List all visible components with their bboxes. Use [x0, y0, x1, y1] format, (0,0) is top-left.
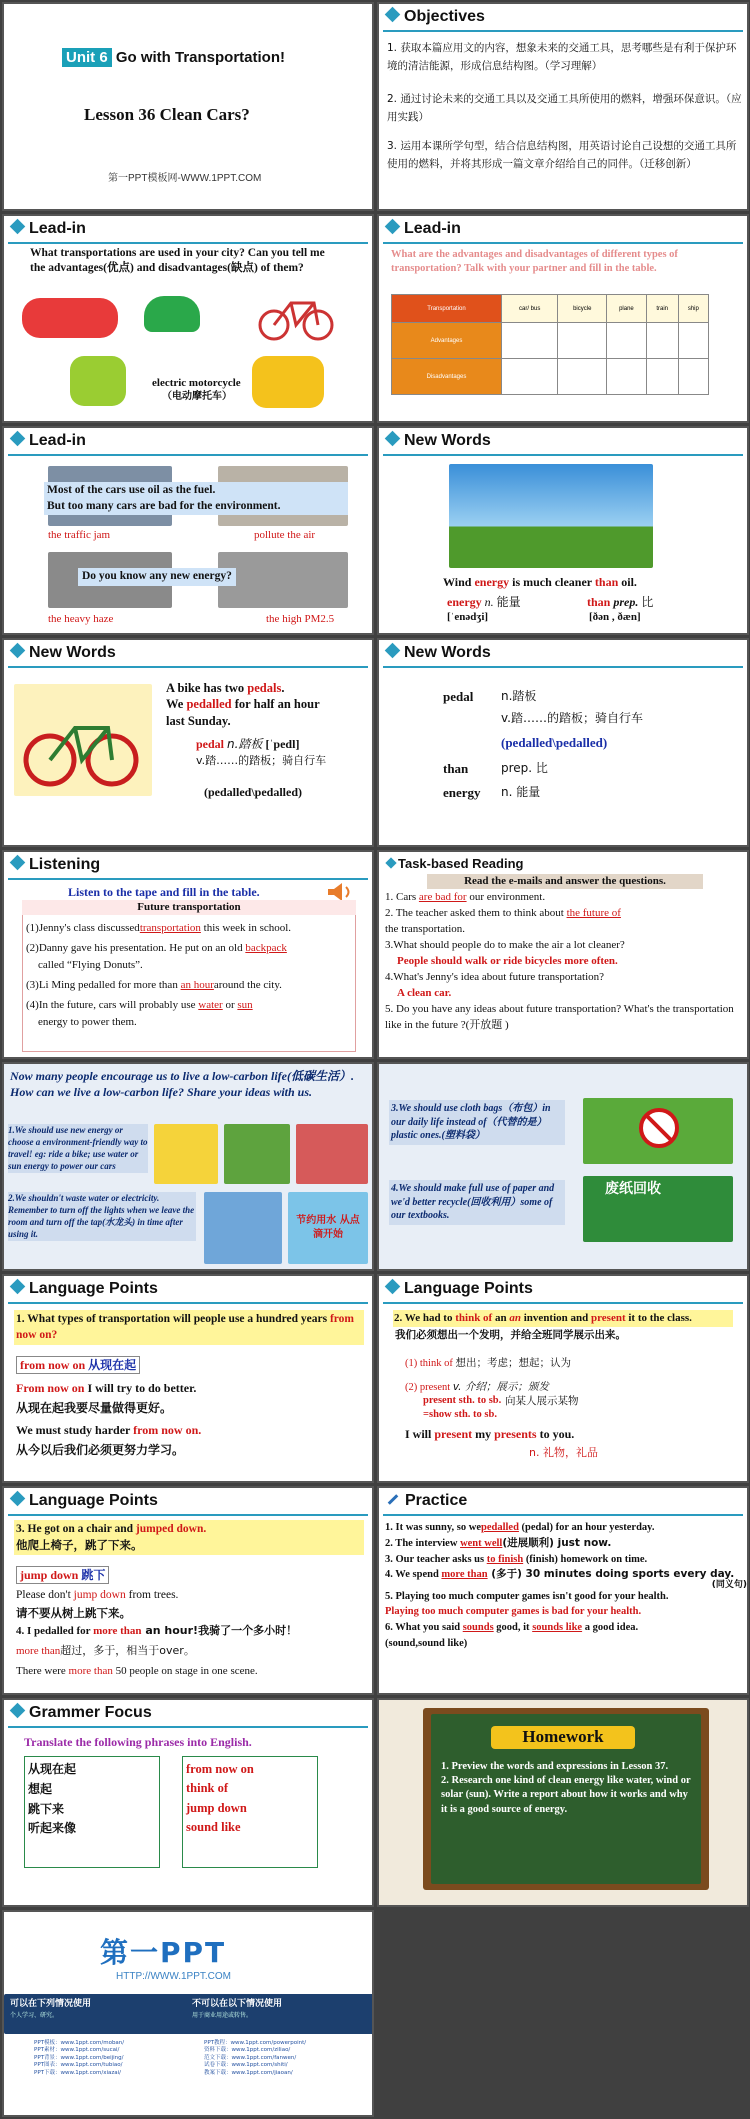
english-phrases: from now on think of jump down sound like: [186, 1762, 254, 1835]
phonetic-energy: [ˈenədʒi]: [447, 611, 489, 623]
slide-language-1: [2, 1274, 374, 1483]
pencil-icon: [388, 1494, 399, 1505]
diamond-icon: [385, 1279, 401, 1295]
phrase-tag: jump down 跳下: [16, 1566, 109, 1584]
listen-instruction: Listen to the tape and fill in the table.: [68, 885, 260, 899]
forbidden-desc: 用于商业用途或转售。: [192, 2012, 253, 2019]
diamond-icon: [10, 1279, 26, 1295]
slide-heading: Listening: [29, 856, 101, 873]
unit-title: Go with Transportation!: [115, 49, 286, 66]
slide-task-reading: [377, 850, 749, 1059]
diamond-icon: [385, 7, 401, 23]
table-header: bicycle: [558, 295, 607, 323]
energy-def: n. 能量: [501, 785, 541, 799]
forbidden-title: 不可以在以下情况使用: [192, 1999, 283, 2009]
diamond-icon: [385, 219, 401, 235]
slide-heading: Language Points: [29, 1492, 158, 1509]
slide-heading: Lead-in: [29, 220, 86, 237]
slide-newwords-2: [2, 638, 374, 847]
bicycle-icon: [20, 710, 140, 790]
footer-text: 第一PPT模板网-WWW.1PPT.COM: [108, 173, 262, 184]
link-list-right[interactable]: PPT教程：www.1ppt.com/powerpoint/ 资料下载：www.1ppt.com/ziliao/ 范文下载：www.1ppt.com/fanwen/ 试卷下载：www.1ppt.com/shiti/ 教案下载：www.1ppt.com/jiaoan/: [204, 2040, 307, 2076]
diamond-icon: [385, 857, 396, 868]
idea-1: 1.We should use new energy or choose a environment-friendly way to travel! eg: ride a bike; use water or sun energy to power our cars: [8, 1125, 148, 1172]
caption-haze: the heavy haze: [48, 613, 114, 625]
recycle-paper-text: 废纸回收: [605, 1181, 661, 1197]
statement-2: But too many cars are bad for the environment.: [47, 499, 281, 512]
example-3: There were more than 50 people on stage in one scene.: [16, 1665, 258, 1677]
allowed-desc: 个人学习、研究。: [10, 2012, 59, 2019]
car-image: [144, 296, 200, 332]
slide-heading: New Words: [29, 644, 116, 661]
pm25-image: [218, 552, 348, 608]
example-1: Please don't jump down from trees.: [16, 1589, 179, 1601]
listening-items: (1)Jenny's class discussedtransportation this week in school. (2)Danny gave his presentation. He put on an old backpack called “Flying Donuts”. (3)Li Ming pedalled for more than an houraround the city. (4)In the future, cars will probably use water or sun energy to power them.: [26, 922, 292, 1029]
water-poster-text: 节约用水 从点滴开始: [296, 1215, 360, 1240]
slide-leadin-3: [2, 426, 374, 635]
reading-instruction: Read the e-mails and answer the questions.: [427, 874, 703, 889]
reading-questions: 1. Cars are bad for our environment. 2. The teacher asked them to think about the future of the transportation. 3.What should people do to make the air a lot cleaner? People should walk or ride bicycles more often. 4.What's Jenny's idea about future transportation? A clean car. 5. Do you have any ideas about future transportation? What's the transportation like in the future ?(开放题 ): [385, 891, 734, 1031]
pedal-noun: n.踏板: [501, 689, 537, 703]
example-sentence: Wind energy is much cleaner than oil.: [443, 575, 637, 589]
logo-text: 第一PPT: [100, 1936, 227, 1969]
divider: [8, 1726, 368, 1728]
slide-heading: Task-based Reading: [398, 856, 524, 871]
slide-lowcarbon-2: [377, 1062, 749, 1271]
diamond-icon: [10, 1703, 26, 1719]
table-header: train: [646, 295, 678, 323]
idea-3: 3.We should use cloth bags（布包）in our daily life instead of（代替的是）plastic ones.(塑料袋）: [389, 1100, 565, 1145]
key-sentence: 1. What types of transportation will people use a hundred years from now on?: [14, 1310, 364, 1345]
divider: [383, 242, 743, 244]
bus-image: [224, 1124, 290, 1184]
adv-table: [391, 294, 709, 395]
slide-language-3: [2, 1486, 374, 1695]
pedal-forms: (pedalled\pedalled): [501, 735, 608, 750]
link-list-left[interactable]: PPT模板：www.1ppt.com/moban/ PPT素材：www.1ppt.com/sucai/ PPT背景：www.1ppt.com/beijing/ PPT图表：www.1ppt.com/tubiao/ PPT下载：www.1ppt.com/xiazai/: [34, 2040, 125, 2076]
key-sentence-cn: 我们必须想出一个发明，并给全班同学展示出来。: [395, 1329, 626, 1341]
example-2-cn: 从今以后我们必须更努力学习。: [16, 1443, 185, 1457]
objective-1: 1. 获取本篇应用文的内容，想象未来的交通工具，思考哪些是有利于保护环境的清洁能源，形成信息结构图。（学习理解）: [387, 42, 737, 72]
think-of-def: (1) think of 想出；考虑；想起；认为: [405, 1357, 571, 1369]
example-1-cn: 请不要从树上跳下来。: [16, 1606, 131, 1620]
slide-practice: [377, 1486, 749, 1695]
table-header: car/ bus: [502, 295, 558, 323]
word-pedal: pedal n.踏板 [ˈpedl]: [196, 737, 300, 751]
unit-badge: Unit 6: [62, 48, 112, 67]
slide-homework: [377, 1698, 749, 1907]
slide-heading: Practice: [405, 1492, 468, 1509]
divider: [383, 1514, 743, 1516]
diamond-icon: [385, 431, 401, 447]
present-pattern: present sth. to sb.: [423, 1395, 502, 1406]
key-sentence: 2. We had to think of an an invention and present it to the class.: [393, 1310, 733, 1327]
slide-heading: Lead-in: [404, 220, 461, 237]
word-energy: energy: [443, 785, 481, 800]
caption-cn: （电动摩托车）: [162, 391, 232, 402]
caption-pollute: pollute the air: [254, 529, 316, 541]
divider: [8, 1514, 368, 1516]
present-def: (2) present v. 介绍；展示；颁发: [405, 1381, 549, 1393]
divider: [383, 30, 743, 32]
divider: [383, 666, 743, 668]
homework-items: 1. Preview the words and expressions in Lesson 37. 2. Research one kind of clean energy like water, wind or solar (sun). Write a report about how it works and why it is a good source of energy.: [441, 1761, 691, 1815]
example-sentences: A bike has two pedals. We pedalled for half an hour last Sunday.: [166, 681, 320, 728]
homework-title: Homework: [491, 1726, 635, 1749]
electric-motorcycle-image: [70, 356, 126, 406]
word-than: than prep. 比: [587, 595, 654, 609]
slide-grammar-focus: [2, 1698, 374, 1907]
slide-heading: New Words: [404, 432, 491, 449]
divider: [383, 454, 743, 456]
slide-heading: Lead-in: [29, 432, 86, 449]
slide-leadin-2: [377, 214, 749, 423]
grammar-instruction: Translate the following phrases into English.: [24, 1735, 252, 1749]
key-sentence: 3. He got on a chair and jumped down. 他爬上椅子，跳了下来。: [14, 1520, 364, 1555]
slide-heading: Grammer Focus: [29, 1704, 152, 1721]
table-header: plane: [607, 295, 647, 323]
slide-heading: Objectives: [385, 8, 485, 26]
divider: [8, 1302, 368, 1304]
slide-language-2: [377, 1274, 749, 1483]
slide-leadin-1: [2, 214, 374, 423]
shared-bike-image: [154, 1124, 218, 1184]
allowed-title: 可以在下列情况使用: [10, 1999, 92, 2009]
diamond-icon: [10, 855, 26, 871]
task-question: What are the advantages and disadvantages of different types of transportation? Talk with your partner and fill in the table.: [391, 249, 678, 275]
lesson-title: Lesson 36 Clean Cars?: [84, 105, 250, 124]
wind-turbines-image: [449, 464, 653, 568]
practice-items: 1. It was sunny, so wepedalled (pedal) for an hour yesterday. 2. The interview went well(进展顺利) just now. 3. Our teacher asks us to finish (finish) homework on time. 4. We spend more than (多于) 30 minutes doing sports every day. (同义句) 5. Playing too much computer games isn't good for your health. Playing too much computer games is bad for your health. 6. What you said sounds good, it sounds like a good idea. (sound,sound like): [385, 1522, 747, 1649]
statement-1: Most of the cars use oil as the fuel.: [47, 484, 216, 496]
phrase-tag: from now on 从现在起: [16, 1356, 140, 1374]
more-than-def: more than超过，多于，相当于over。: [16, 1644, 195, 1657]
phonetic-than: [ðən , ðæn]: [589, 611, 641, 623]
slide-heading: Language Points: [404, 1280, 533, 1297]
objective-3: 3. 运用本课所学句型，结合信息结构图，用英语讨论自己设想的交通工具所使用的燃料，并将其形成一篇文章介绍给自己的同伴。（迁移创新）: [387, 140, 737, 170]
row-label: Disadvantages: [392, 359, 502, 395]
table-title: Future transportation: [22, 900, 356, 915]
bicycle-image: [256, 291, 336, 341]
diamond-icon: [10, 1491, 26, 1507]
bus-image: [22, 298, 118, 338]
speaker-icon[interactable]: [326, 882, 354, 902]
slide-title: [2, 2, 374, 211]
slide-objectives: [377, 2, 749, 211]
present-example: I will present my presents to you.: [405, 1427, 575, 1441]
example-2: 4. I pedalled for more than an hour!我骑了一个多小时！: [16, 1624, 298, 1637]
slide-lowcarbon-1: [2, 1062, 374, 1271]
example-1: From now on I will try to do better.: [16, 1381, 197, 1395]
no-plastic-icon: [637, 1106, 681, 1150]
table-header: ship: [678, 295, 708, 323]
pedal-forms: (pedalled\pedalled): [204, 785, 303, 799]
caption-pm25: the high PM2.5: [266, 613, 335, 625]
caption-traffic: the traffic jam: [48, 529, 111, 541]
slide-newwords-1: [377, 426, 749, 635]
divider: [383, 1302, 743, 1304]
caption-en: electric motorcycle: [152, 377, 241, 389]
diamond-icon: [10, 643, 26, 659]
divider: [8, 878, 368, 880]
objective-2: 2. 通过讨论未来的交通工具以及交通工具所使用的燃料，增强环保意识。（应用实践）: [387, 93, 742, 123]
present-meaning: 向某人展示某物: [505, 1395, 579, 1407]
pedal-verb: v.踏……的踏板；骑自行车: [501, 711, 643, 725]
present-noun: n. 礼物，礼品: [529, 1446, 598, 1459]
chinese-phrases: 从现在起 想起 跳下来 听起来像: [28, 1762, 77, 1836]
example-1-cn: 从现在起我要尽量做得更好。: [16, 1401, 173, 1415]
word-energy: energy n. 能量: [447, 595, 521, 609]
question: What transportations are used in your city? Can you tell me the advantages(优点) and disadvantages(缺点) of them?: [30, 247, 325, 274]
divider: [8, 666, 368, 668]
example-2: We must study harder from now on.: [16, 1423, 202, 1437]
slide-heading: Language Points: [29, 1280, 158, 1297]
diamond-icon: [10, 431, 26, 447]
diamond-icon: [10, 219, 26, 235]
pedal-verb: v.踏……的踏板；骑自行车: [196, 754, 327, 767]
idea-4: 4.We should make full use of paper and we'd better recycle(回收利用）some of our textbooks.: [389, 1180, 565, 1225]
electric-car-image: [296, 1124, 368, 1184]
word-pedal: pedal: [443, 689, 474, 704]
taxi-image: [252, 356, 324, 408]
slide-heading: New Words: [404, 644, 491, 661]
slide-newwords-3: [377, 638, 749, 847]
divider: [8, 454, 368, 456]
word-than: than: [443, 761, 469, 776]
save-water-image: [204, 1192, 282, 1264]
slide-credits: [2, 1910, 374, 2117]
row-label: Advantages: [392, 323, 502, 359]
slide-listening: [2, 850, 374, 1059]
than-def: prep. 比: [501, 761, 548, 775]
lowcarbon-intro: Now many people encourage us to live a low-carbon life(低碳生活）. How can we live a low-carbon life? Share your ideas with us.: [10, 1069, 354, 1100]
diamond-icon: [385, 643, 401, 659]
idea-2: 2.We shouldn't waste water or electricity. Remember to turn off the lights when we leave the room and turn off the tap(水龙头) in time after using it.: [8, 1193, 195, 1240]
divider: [8, 242, 368, 244]
logo-url: HTTP://WWW.1PPT.COM: [116, 1971, 231, 1982]
table-header: Transportation: [392, 295, 502, 323]
question: Do you know any new energy?: [78, 568, 236, 586]
present-synonym: =show sth. to sb.: [423, 1409, 497, 1420]
